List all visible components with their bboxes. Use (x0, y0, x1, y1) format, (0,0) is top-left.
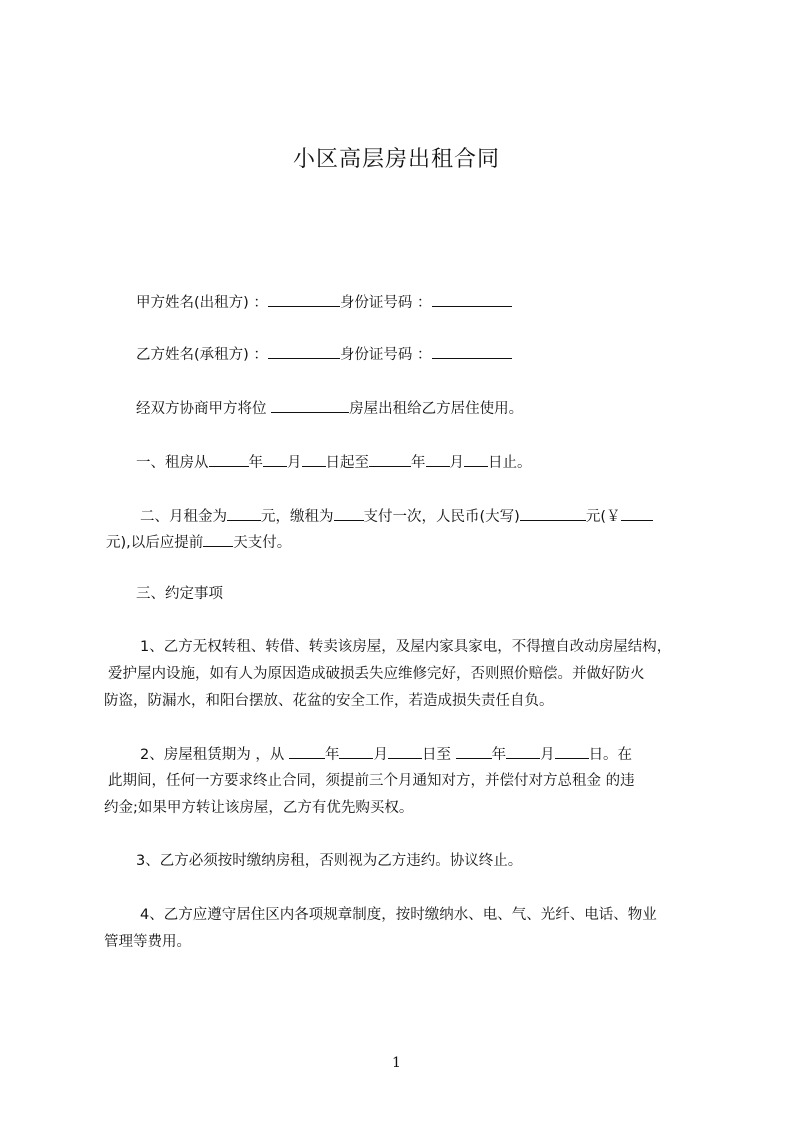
party-a-line (136, 292, 512, 313)
item-2-line-1 (140, 744, 632, 765)
lease-start-day-blank[interactable] (388, 744, 422, 759)
clause-1-text: 月 (449, 455, 464, 471)
item-2-line-3: 约金;如果甲方转让该房屋，乙方有优先购买权。 (104, 800, 414, 816)
page-number: 1 (392, 1055, 401, 1071)
start-year-blank[interactable] (209, 452, 249, 467)
item-4-line-2: 管理等费用。 (104, 934, 191, 950)
lease-start-month-blank[interactable] (339, 744, 373, 759)
advance-days-blank[interactable] (203, 532, 233, 547)
item-2-line-2: 此期间，任何一方要求终止合同，须提前三个月通知对方，并偿付对方总租金 的违 (108, 773, 635, 789)
clause-2-text: 元),以后应提前 (106, 535, 204, 551)
agreement-after: 房屋出租给乙方居住使用。 (349, 401, 524, 417)
lease-end-year-blank[interactable] (456, 744, 492, 759)
item-2-text: 年 (491, 747, 507, 763)
party-a-id-blank[interactable] (432, 292, 512, 307)
item-2-text: 日。在 (588, 747, 633, 763)
end-month-blank[interactable] (426, 452, 450, 467)
item-4-line-1: 4、乙方应遵守居住区内各项规章制度，按时缴纳水、电、气、光纤、电话、物业 (140, 907, 657, 923)
lease-end-month-blank[interactable] (506, 744, 540, 759)
clause-2-text: 元，缴租为 (261, 509, 334, 525)
item-2-text: 月 (373, 747, 388, 763)
party-b-id-blank[interactable] (432, 344, 512, 359)
clause-1-text: 一、租房从 (136, 455, 209, 471)
party-a-id-label: 身份证号码 ： (339, 295, 432, 311)
agreement-before: 经双方协商甲方将位 (136, 401, 272, 417)
party-a-name-blank[interactable] (268, 292, 340, 307)
monthly-rent-blank[interactable] (227, 506, 261, 521)
clause-2-text: 二、月租金为 (140, 509, 227, 525)
clause-1-line (136, 452, 532, 473)
party-b-id-label: 身份证号码 ： (339, 347, 432, 363)
item-1-line-1: 1、乙方无权转租、转借、转卖该房屋，及屋内家具家电，不得擅自改动房屋结构， (140, 639, 672, 655)
item-2-text: 日至 (421, 747, 456, 763)
item-1-line-3: 防盗，防漏水，和阳台摆放、花盆的安全工作，若造成损失责任自负。 (104, 693, 554, 709)
clause-1-text: 年 (411, 455, 426, 471)
payment-period-blank[interactable] (334, 506, 364, 521)
page-title: 小区高层房出租合同 (292, 147, 500, 172)
clause-2-text: 天支付。 (233, 535, 292, 551)
item-2-text: 年 (324, 747, 340, 763)
lease-start-year-blank[interactable] (289, 744, 325, 759)
clause-2-line-1 (140, 506, 653, 527)
clause-1-text: 年 (248, 455, 263, 471)
agreement-line (136, 398, 523, 419)
end-year-blank[interactable] (369, 452, 411, 467)
clause-1-text: 月 (287, 455, 302, 471)
end-day-blank[interactable] (464, 452, 488, 467)
rent-figure-blank[interactable] (621, 506, 653, 521)
party-a-name-label: 甲方姓名(出租方) ： (136, 295, 268, 311)
clause-2-text: 元(￥ (585, 509, 621, 525)
party-b-line (136, 344, 512, 365)
clause-1-text: 日止。 (488, 455, 532, 471)
property-address-blank[interactable] (271, 398, 349, 413)
clause-2-text: 支付一次，人民币(大写) (363, 509, 520, 525)
item-2-text: 2、房屋租赁期为 ，从 (140, 747, 289, 763)
start-day-blank[interactable] (302, 452, 326, 467)
clause-1-text: 日起至 (325, 455, 369, 471)
item-1-line-2: 爱护屋内设施，如有人为原因造成破损丢失应维修完好，否则照价赔偿。并做好防火 (108, 666, 645, 682)
party-b-name-label: 乙方姓名(承租方) ： (136, 347, 268, 363)
start-month-blank[interactable] (263, 452, 287, 467)
clause-2-line-2 (106, 532, 291, 553)
clause-3-heading: 三、约定事项 (136, 586, 223, 602)
rent-uppercase-blank[interactable] (520, 506, 586, 521)
item-3-line: 3、乙方必须按时缴纳房租，否则视为乙方违约。协议终止。 (136, 853, 523, 869)
lease-end-day-blank[interactable] (555, 744, 589, 759)
party-b-name-blank[interactable] (268, 344, 340, 359)
item-2-text: 月 (540, 747, 555, 763)
